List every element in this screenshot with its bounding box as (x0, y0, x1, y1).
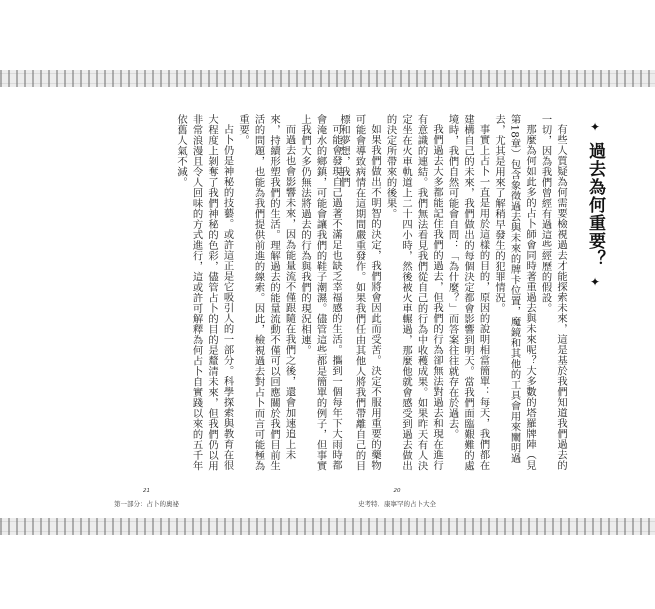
paragraph: 事實上占卜一直是用於這樣的目的，原因的說明相當簡單：每天，我們都在建構自己的未來，我們做出的每個決定都會影響到明天。當我們面臨艱難的處境時，我們自然可能會自問：「為什麼？」而答案往往就存在於過去。 (446, 114, 490, 471)
page-number: 20 (393, 488, 401, 494)
left-page-body (110, 114, 343, 474)
star-icon: ✦ (588, 274, 602, 290)
decorative-border-top (0, 70, 655, 87)
paragraph: 占卜仍是神秘的技藝。或許這正是它吸引人的一部分。科學探索與教育在很大程度上剝奪了我們神秘的色彩，儘管占卜的目的是釐清未來，但我們仍以用非常浪漫且令人回味的方式進行，這或許可解釋為何占卜自實踐以來的五千年依舊人氣不減。 (175, 114, 234, 471)
paragraph: 如果我們做出不明智的決定，我們將會因此而受苦。決定不服用重要的藥物可能會導致病情在這期間嚴重發作。如果我們任由其他人將我們帶離自己的目標和夢想，我們 (338, 114, 381, 471)
paragraph: 我們過去大多都能記住我們的過去，但我們的行為卻無法對過去和現在進行有意識的連結。我們無法看見我們從自己的行為中收穫成果。如果昨天有人決定坐在火車軌道上二十四小時，然後被火車輾過，那麼他就會感受到過去做出的決定所帶來的後果。 (384, 114, 443, 471)
right-page-body (338, 114, 568, 474)
left-page-footer (114, 488, 179, 508)
paragraph: 可能會發現自己過著不滿足也缺乏幸福感的生活。攜到一個每年下大雨時都會淹水的鄉鎮，可能會讓我們的鞋子潮濕。儘管這些都是簡單的例子，但事實上我們大多仍無法將過去的行為與我們的現況相連。 (299, 114, 342, 471)
paragraph: 而過去也會影響未來，因為能量流不僅跟隨在我們之後，還會加速追上未來，持續形塑我們的生活。理解過去的能量流動不僅可以回應關於我們目前生活的問題，也能為我們提供前進的線索。因此，檢視過去對占卜而言可能極為重要。 (237, 114, 296, 471)
page-number: 21 (143, 488, 150, 494)
star-icon: ✦ (588, 120, 602, 135)
paragraph: 有些人質疑為何需要檢視過去才能探索未來，這是基於我們知道我們過去的一切，因為我們曾經有過這些經歷的假設。 (539, 114, 567, 471)
right-page (338, 100, 608, 508)
book-spread (110, 100, 610, 510)
chapter-heading (570, 120, 608, 360)
decorative-border-bottom (0, 518, 655, 535)
running-footer-title: 第一部分：占卜的奧祕 (114, 500, 179, 508)
right-page-footer (358, 488, 436, 508)
left-page (110, 100, 343, 508)
paragraph: 那麼為何如此多的占卜師會同時著重過去與未來呢？大多數的塔羅牌陣（見第18章）包含象徵過去與未來的牌卡位置，魔鏡和其他的工具會用來闡明過去，尤其是用來了解稍早發生的犯罪情況。 (493, 114, 536, 471)
section-title: 過去為何重要？ (585, 141, 605, 268)
running-footer-title: 史考特．康寧罕的占卜大全 (358, 500, 436, 508)
